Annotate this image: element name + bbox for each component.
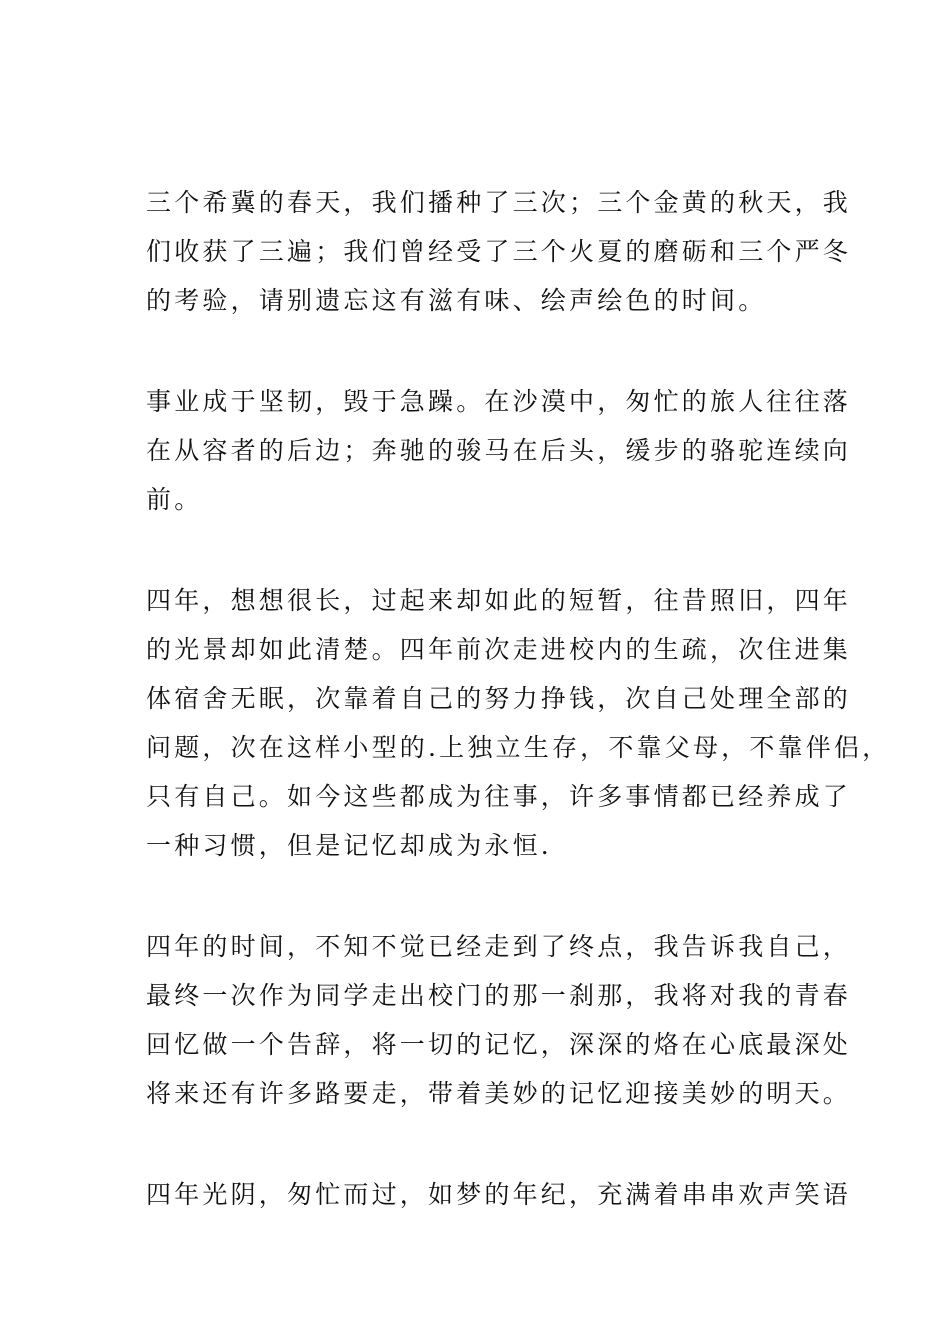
text-line: 将来还有许多路要走，带着美妙的记忆迎接美妙的明天。 — [146, 1079, 852, 1108]
text-line: 在从容者的后边；奔驰的骏马在后头，缓步的骆驼连续向 — [146, 436, 852, 465]
paragraph-5 — [146, 1170, 852, 1219]
text-line: 四年的时间，不知不觉已经走到了终点，我告诉我自己， — [146, 932, 852, 961]
paragraph-4 — [146, 922, 852, 1118]
text-line: 问题，次在这样小型的.上独立生存，不靠父母，不靠伴侣， — [146, 733, 891, 762]
text-line: 四年光阴，匆忙而过，如梦的年纪，充满着串串欢声笑语 — [146, 1180, 852, 1209]
paragraph-1 — [146, 178, 852, 325]
text-line: 只有自己。如今这些都成为往事，许多事情都已经养成了 — [146, 782, 852, 811]
text-line: 回忆做一个告辞，将一切的记忆，深深的烙在心底最深处 — [146, 1030, 852, 1059]
text-line: 们收获了三遍；我们曾经受了三个火夏的磨砺和三个严冬 — [146, 237, 852, 266]
text-line: 的光景却如此清楚。四年前次走进校内的生疏，次住进集 — [146, 635, 852, 664]
paragraph-3 — [146, 576, 891, 870]
text-line: 四年，想想很长，过起来却如此的短暂，往昔照旧，四年 — [146, 586, 852, 615]
document-body — [146, 178, 891, 1271]
text-line: 一种习惯，但是记忆却成为永恒. — [146, 831, 552, 860]
text-line: 事业成于坚韧，毁于急躁。在沙漠中，匆忙的旅人往往落 — [146, 387, 852, 416]
text-line: 体宿舍无眠，次靠着自己的努力挣钱，次自己处理全部的 — [146, 684, 852, 713]
text-line: 三个希冀的春天，我们播种了三次；三个金黄的秋天，我 — [146, 188, 852, 217]
text-line: 的考验，请别遗忘这有滋有味、绘声绘色的时间。 — [146, 286, 767, 315]
text-line: 前。 — [146, 485, 203, 514]
paragraph-2 — [146, 377, 852, 524]
text-line: 最终一次作为同学走出校门的那一刹那，我将对我的青春 — [146, 981, 852, 1010]
